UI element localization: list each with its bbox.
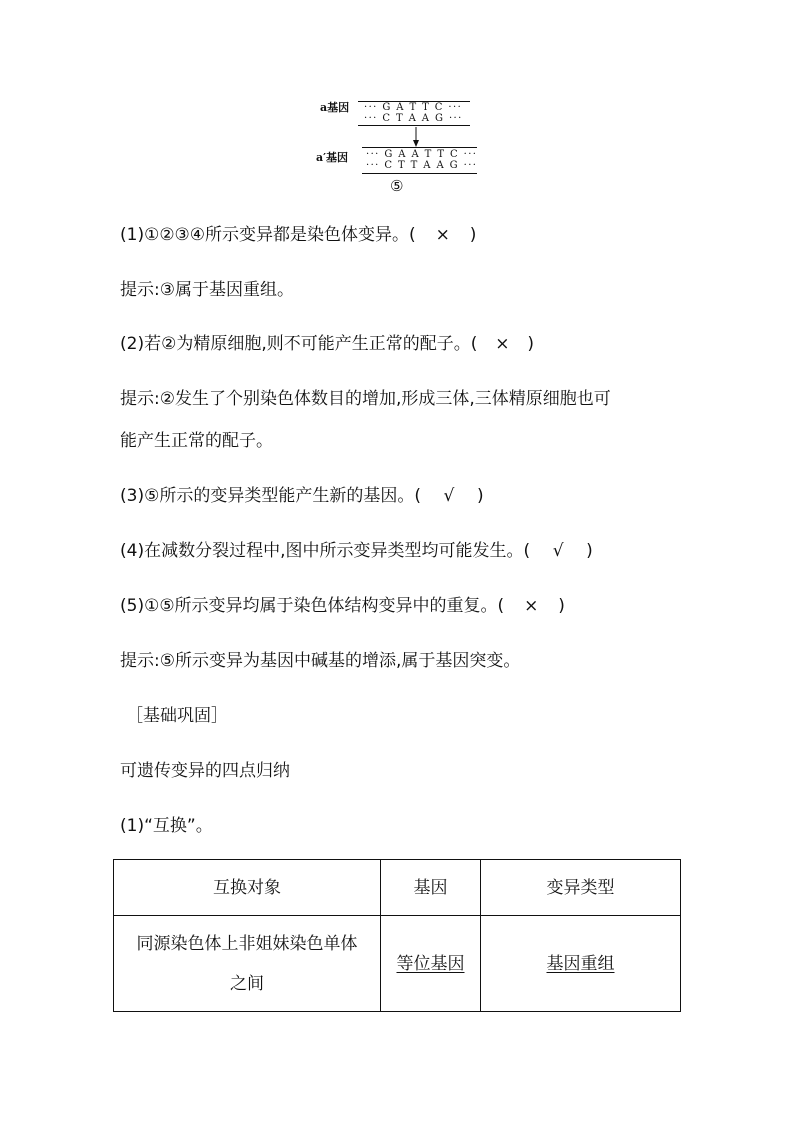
table-cell-type: 基因重组 [481, 916, 681, 1012]
hint-2-line-2: 能产生正常的配子。 [120, 431, 273, 451]
a-gene-bottom-sequence: ··· C T A A G ··· [364, 113, 463, 124]
subsection-item-1: (1)“互换”。 [120, 816, 213, 836]
table-header-row [114, 860, 681, 916]
figure-number: ⑤ [390, 177, 404, 195]
table-row [114, 916, 681, 1012]
hint-1: 提示:③属于基因重组。 [120, 280, 294, 300]
question-2: (2)若②为精原细胞,则不可能产生正常的配子。( × ) [120, 334, 534, 354]
answer-mark-1: × [435, 225, 450, 245]
answer-mark-3: √ [443, 486, 455, 506]
a-gene-top-sequence: ··· G A T T C ··· [364, 102, 463, 113]
a-gene-bottom-strand-line [358, 125, 470, 126]
table-header-cell: 基因 [381, 860, 481, 916]
question-5: (5)①⑤所示变异均属于染色体结构变异中的重复。( × ) [120, 596, 565, 616]
section-title: ［基础巩固］ [126, 706, 228, 726]
a-prime-top-strand-line [362, 147, 477, 148]
answer-mark-5: × [524, 596, 539, 616]
a-prime-top-sequence: ··· G A A T T C ··· [366, 149, 478, 160]
dna-mutation-figure [318, 96, 488, 200]
table-cell-gene: 等位基因 [381, 916, 481, 1012]
subsection-heading: 可遗传变异的四点归纳 [120, 761, 290, 781]
hint-2-line-1: 提示:②发生了个别染色体数目的增加,形成三体,三体精原细胞也可 [120, 389, 611, 409]
a-gene-label: a基因 [320, 101, 350, 114]
table-header-cell: 互换对象 [114, 860, 381, 916]
a-prime-gene-label: a′基因 [316, 151, 349, 164]
exchange-table [113, 859, 681, 1012]
table-cell-object: 同源染色体上非姐妹染色单体 之间 [114, 916, 381, 1012]
answer-mark-4: √ [552, 541, 564, 561]
a-prime-bottom-sequence: ··· C T T A A G ··· [366, 160, 478, 171]
question-3: (3)⑤所示的变异类型能产生新的基因。( √ ) [120, 486, 484, 506]
hint-5: 提示:⑤所示变异为基因中碱基的增添,属于基因突变。 [120, 651, 521, 671]
question-4: (4)在减数分裂过程中,图中所示变异类型均可能发生。( √ ) [120, 541, 593, 561]
question-1: (1)①②③④所示变异都是染色体变异。( × ) [120, 225, 477, 245]
a-prime-bottom-strand-line [362, 173, 477, 174]
table-header-cell: 变异类型 [481, 860, 681, 916]
answer-mark-2: × [495, 334, 510, 354]
down-arrow-icon [412, 127, 420, 147]
